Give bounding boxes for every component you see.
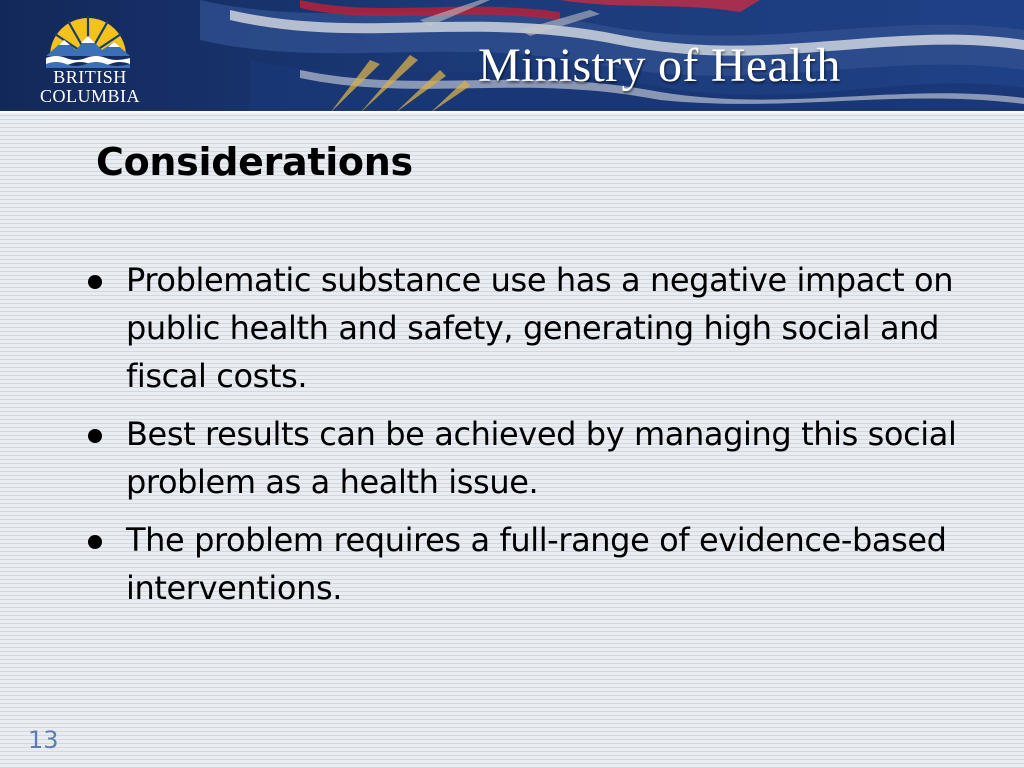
bullet-dot-icon <box>88 535 102 549</box>
bullet-text: Problematic substance use has a negative impact on public health and safety, generating high social and fiscal costs. <box>126 261 954 395</box>
banner-divider <box>0 111 1024 113</box>
header-banner <box>0 0 1024 113</box>
bullet-item <box>84 516 964 612</box>
logo-line-1: BRITISH <box>53 67 127 87</box>
bullet-list <box>84 256 964 622</box>
bullet-dot-icon <box>88 275 102 289</box>
ministry-title: Ministry of Health <box>478 39 841 92</box>
bullet-item <box>84 410 964 506</box>
logo-line-2: COLUMBIA <box>39 86 140 106</box>
page-number: 13 <box>28 726 59 754</box>
bc-logo-wordmark <box>30 68 150 106</box>
sun-mountain-icon <box>46 10 130 68</box>
bc-logo <box>30 10 150 110</box>
bullet-text: Best results can be achieved by managing this social problem as a health issue. <box>126 415 957 501</box>
bullet-text: The problem requires a full-range of evidence-based interventions. <box>126 521 947 607</box>
slide-title: Considerations <box>96 140 413 184</box>
bullet-item <box>84 256 964 400</box>
bullet-dot-icon <box>88 429 102 443</box>
